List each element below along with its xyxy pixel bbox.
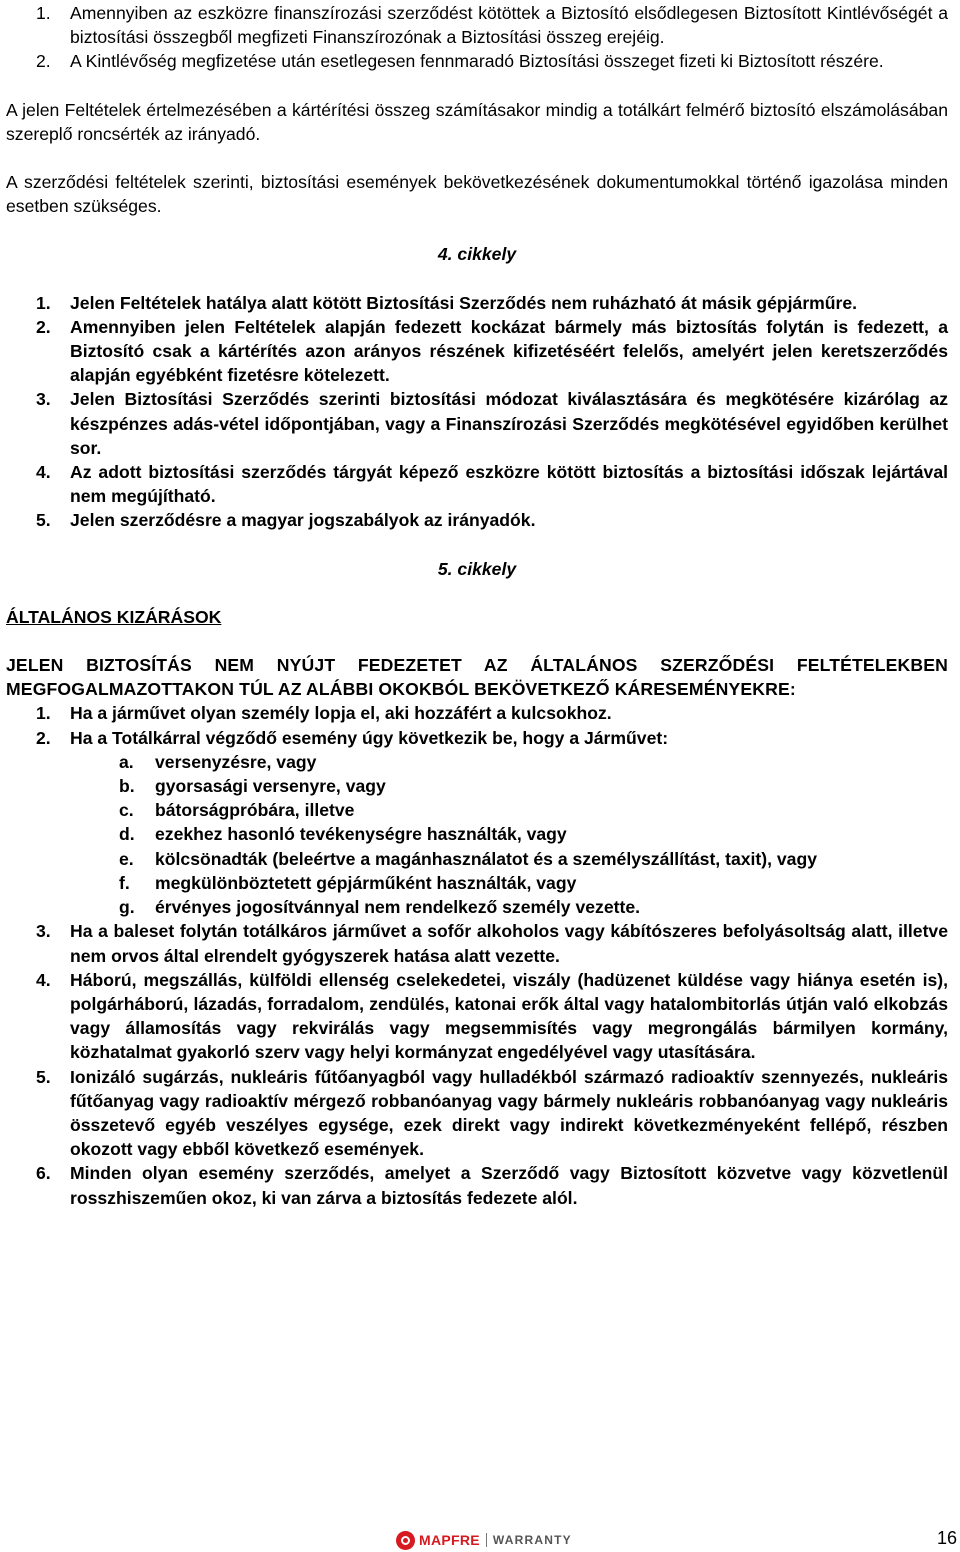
item-number: 4. xyxy=(36,462,51,483)
top-numbered-list xyxy=(6,1,948,74)
paragraph-documentation: A szerződési feltételek szerinti, biztosítási események bekövetkezésének dokumentumokkal történő igazolása minden esetben szükséges. xyxy=(6,172,948,217)
mapfre-logo-icon xyxy=(396,1531,415,1550)
paragraph-wreck-value: A jelen Feltételek értelmezésében a kártérítési összeg számításakor mindig a totálkárt felmérő biztosító elszámolásában szereplő roncsérték az irányadó. xyxy=(6,99,948,144)
sub-item-letter: a. xyxy=(119,751,134,772)
logo-text: MAPFRE xyxy=(419,1531,480,1548)
sub-list-item xyxy=(6,847,948,871)
item-number: 3. xyxy=(36,389,51,410)
sub-item-text: ezekhez hasonló tevékenységre használták, vagy xyxy=(155,824,567,845)
item-number: 5. xyxy=(36,510,51,531)
sub-item-letter: d. xyxy=(119,824,135,845)
item-text: Jelen Biztosítási Szerződés szerinti biztosítási módozat kiválasztására és megkötésére kizárólag az készpénzes adás-vétel időpontjában, vagy a Finanszírozási Szerződés megkötésével egyidőben kerülhet sor. xyxy=(70,389,948,458)
item-text: Jelen szerződésre a magyar jogszabályok az irányadók. xyxy=(70,510,536,531)
sub-item-letter: b. xyxy=(119,776,135,797)
item-text: Amennyiben az eszközre finanszírozási szerződést kötöttek a Biztosító elsődlegesen Biztosított Kintlévőségét a biztosítási összegből megfizeti Finanszírozónak a Biztosítási összeg erejéig. xyxy=(70,3,948,48)
item-text: Háború, megszállás, külföldi ellenség cselekedetei, viszály (hadüzenet küldése vagy hiánya esetén is), polgárháború, lázadás, forradalom, zendülés, katonai erők által vagy hatalombitorlás útján való elkobzás vagy államosítás vagy rekvirálás vagy megsemmisítés vagy megrongálás bármilyen kormány, közhatalmat gyakorló szerv vagy helyi kormányzat engedélyével vagy utasítására. xyxy=(70,969,948,1063)
sub-item-letter: g. xyxy=(119,897,135,918)
item-text: Ha a Totálkárral végződő esemény úgy következik be, hogy a Járművet: xyxy=(70,727,669,748)
list-item xyxy=(6,508,948,532)
list-item xyxy=(6,49,948,73)
sub-item-text: versenyzésre, vagy xyxy=(155,751,317,772)
logo-divider xyxy=(486,1533,487,1547)
list-item xyxy=(6,968,948,1065)
exclusions-list-continued xyxy=(6,919,948,1209)
item-number: 1. xyxy=(36,703,51,724)
item-number: 1. xyxy=(36,3,51,23)
article-5-heading: 5. cikkely xyxy=(437,558,517,579)
sub-item-text: megkülönböztetett gépjárműként használták, vagy xyxy=(155,872,577,893)
list-item xyxy=(6,1,948,49)
item-number: 1. xyxy=(36,292,51,313)
section-title-general-exclusions: ÁLTALÁNOS KIZÁRÁSOK xyxy=(6,606,222,627)
sub-item-text: érvényes jogosítvánnyal nem rendelkező személy vezette. xyxy=(155,897,641,918)
item-number: 3. xyxy=(36,921,51,942)
sub-item-letter: c. xyxy=(119,800,134,821)
list-item xyxy=(6,315,948,388)
list-item xyxy=(6,291,948,315)
footer-logo xyxy=(396,1530,572,1550)
exclusions-list xyxy=(6,701,948,749)
list-item xyxy=(6,1161,948,1209)
item-number: 6. xyxy=(36,1163,51,1184)
sub-list-item xyxy=(6,895,948,919)
list-item xyxy=(6,701,948,725)
sub-item-letter: e. xyxy=(119,848,134,869)
item-text: Ionizáló sugárzás, nukleáris fűtőanyagból vagy hulladékból származó radioaktív szennyezés, nukleáris fűtőanyag vagy radioaktív mérgező robbanóanyag vagy bármely nukleáris robbanóanyag vagy nukleáris összetevő egyéb veszélyes egysége, ezek direkt vagy indirekt következményeként fellépő, részben okozott vagy ebből következő események. xyxy=(70,1066,948,1160)
sub-item-letter: f. xyxy=(119,872,130,893)
item-text: A Kintlévőség megfizetése után esetlegesen fennmaradó Biztosítási összeget fizeti ki Biztosított részére. xyxy=(70,51,884,72)
item-text: Jelen Feltételek hatálya alatt kötött Biztosítási Szerződés nem ruházható át másik gépjárműre. xyxy=(70,292,858,313)
item-text: Amennyiben jelen Feltételek alapján fedezett kockázat bármely más biztosítás folytán is fedezett, a Biztosító csak a kártérítés azon arányos részének kifizetéséért felelős, amelyért jelen keretszerződés alapján egyébként fizetésre kötelezett. xyxy=(70,316,948,386)
list-item xyxy=(6,1065,948,1162)
article-4-heading: 4. cikkely xyxy=(437,244,517,265)
exclusions-sub-list xyxy=(6,750,948,919)
item-number: 4. xyxy=(36,969,51,990)
sub-list-item xyxy=(6,798,948,822)
sub-list-item xyxy=(6,750,948,774)
page-number: 16 xyxy=(937,1528,958,1548)
list-item xyxy=(6,387,948,460)
item-number: 2. xyxy=(36,316,51,337)
item-number: 5. xyxy=(36,1066,51,1087)
list-item xyxy=(6,460,948,508)
sub-list-item xyxy=(6,774,948,798)
item-number: 2. xyxy=(36,727,51,748)
document-page xyxy=(6,1,948,1210)
item-text: Az adott biztosítási szerződés tárgyát képező eszközre kötött biztosítás a biztosítási időszak lejártával nem megújítható. xyxy=(70,462,948,507)
item-text: Ha a baleset folytán totálkáros járművet a sofőr alkoholos vagy kábítószeres befolyásoltság alatt, illetve nem orvos által elrendelt gyógyszerek hatása alatt vezette. xyxy=(70,921,948,966)
list-item xyxy=(6,726,948,750)
exclusions-intro: JELEN BIZTOSÍTÁS NEM NYÚJT FEDEZETET AZ ÁLTALÁNOS SZERZŐDÉSI FELTÉTELEKBEN MEGFOGALMAZOTTAKON TÚL AZ ALÁBBI OKOKBÓL BEKÖVETKEZŐ KÁRESEMÉNYEKRE: xyxy=(6,655,948,700)
list-item xyxy=(6,919,948,967)
sub-list-item xyxy=(6,871,948,895)
item-text: Minden olyan esemény szerződés, amelyet a Szerződő vagy Biztosított közvetve vagy közvetlenül rosszhiszeműen okoz, ki van zárva a biztosítás fedezete alól. xyxy=(70,1163,948,1208)
logo-subtext: WARRANTY xyxy=(492,1532,572,1547)
sub-item-text: bátorságpróbára, illetve xyxy=(155,800,355,821)
sub-item-text: kölcsönadták (beleértve a magánhasználatot és a személyszállítást, taxit), vagy xyxy=(155,848,817,869)
item-text: Ha a járművet olyan személy lopja el, aki hozzáfért a kulcsokhoz. xyxy=(70,703,612,724)
item-number: 2. xyxy=(36,51,51,72)
sub-item-text: gyorsasági versenyre, vagy xyxy=(155,776,386,797)
article-4-list xyxy=(6,291,948,533)
sub-list-item xyxy=(6,822,948,846)
